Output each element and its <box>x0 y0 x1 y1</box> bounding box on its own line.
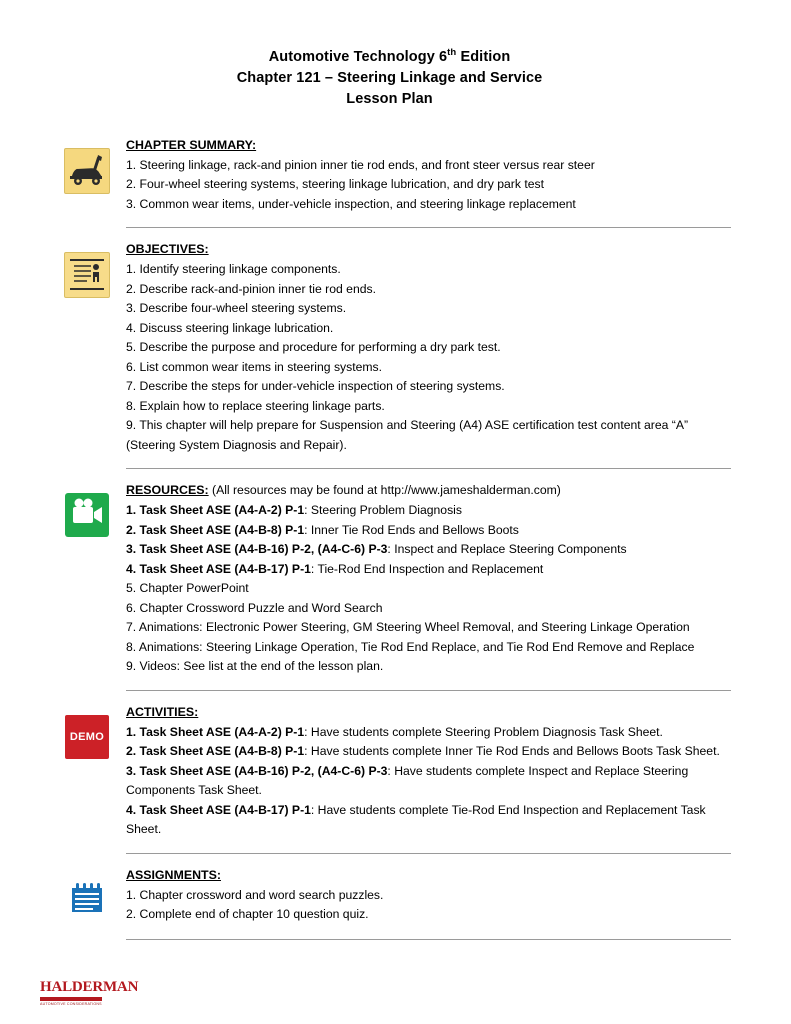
resources-heading-wrap <box>126 481 731 499</box>
halderman-logo <box>40 979 139 1006</box>
icon-column <box>48 703 126 759</box>
activities-item-bold: 4. Task Sheet ASE (A4-B-17) P-1 <box>126 802 311 817</box>
activities-item <box>126 801 731 821</box>
assignments-heading: ASSIGNMENTS: <box>126 867 221 882</box>
resources-item <box>126 579 731 599</box>
activities-item-bold: 1. Task Sheet ASE (A4-A-2) P-1 <box>126 724 305 739</box>
assignments-heading-wrap <box>126 866 731 884</box>
section-divider <box>126 853 731 854</box>
activities-item-rest: : Have students complete Inspect and Replace Steering <box>387 763 689 778</box>
objectives-heading-wrap <box>126 240 731 258</box>
icon-column <box>48 136 126 194</box>
resources-heading: RESOURCES: <box>126 483 209 498</box>
objectives-item: 8. Explain how to replace steering linkage parts. <box>126 398 385 413</box>
section-divider <box>126 227 731 228</box>
logo-subtext: AUTOMOTIVE CONSIDERATIONS <box>40 1002 102 1006</box>
resources-item <box>126 540 731 560</box>
icon-column <box>48 866 126 922</box>
resources-item-rest: 9. Videos: See list at the end of the lesson plan. <box>126 659 384 674</box>
assignments-item: 1. Chapter crossword and word search puzzles. <box>126 887 384 902</box>
chapter-summary-heading: CHAPTER SUMMARY: <box>126 137 257 152</box>
section-divider <box>126 690 731 691</box>
resources-item <box>126 560 731 580</box>
section-divider <box>126 939 731 940</box>
chapter-summary-item: 1. Steering linkage, rack-and pinion inner tie rod ends, and front steer versus rear steer <box>126 157 595 172</box>
logo-bar <box>40 997 102 1001</box>
chapter-summary-item: 3. Common wear items, under-vehicle inspection, and steering linkage replacement <box>126 196 576 211</box>
notepad-icon <box>65 878 109 922</box>
activities-item <box>126 820 731 840</box>
demo-icon-label: DEMO <box>69 730 105 743</box>
resources-item-rest: 7. Animations: Electronic Power Steering, GM Steering Wheel Removal, and Steering Linkage Operation <box>126 620 690 635</box>
objectives-item: (Steering System Diagnosis and Repair). <box>126 437 347 452</box>
resources-item <box>126 521 731 541</box>
resources-item <box>126 638 731 658</box>
section-content <box>126 703 731 840</box>
objectives-item: 4. Discuss steering linkage lubrication. <box>126 320 334 335</box>
resources-item-rest: : Steering Problem Diagnosis <box>304 503 462 518</box>
objectives-item: 9. This chapter will help prepare for Suspension and Steering (A4) ASE certification test content area “A” <box>126 418 689 433</box>
assignments-item: 2. Complete end of chapter 10 question quiz. <box>126 907 369 922</box>
title-line-3: Lesson Plan <box>346 90 433 107</box>
section-content <box>126 481 731 677</box>
title-line-1-post: Edition <box>456 48 511 65</box>
resources-item-rest: 6. Chapter Crossword Puzzle and Word Search <box>126 600 383 615</box>
icon-column <box>48 240 126 298</box>
section-content <box>126 240 731 455</box>
title-ordinal-suffix: th <box>447 47 457 58</box>
resources-heading-extra: (All resources may be found at http://www.jameshalderman.com) <box>208 483 561 498</box>
demo-icon <box>65 715 109 759</box>
objectives-item: 6. List common wear items in steering systems. <box>126 359 383 374</box>
objectives-item: 7. Describe the steps for under-vehicle inspection of steering systems. <box>126 379 505 394</box>
page-title <box>48 42 731 110</box>
objectives-heading: OBJECTIVES: <box>126 242 209 257</box>
resources-item-rest: 8. Animations: Steering Linkage Operation, Tie Rod End Replace, and Tie Rod End Remove and Replace <box>126 639 695 654</box>
resources-item-rest: : Inner Tie Rod Ends and Bellows Boots <box>304 522 519 537</box>
logo-text: HALDERMAN <box>40 979 139 995</box>
objectives-item: 2. Describe rack-and-pinion inner tie rod ends. <box>126 281 376 296</box>
car-lift-icon <box>64 148 110 194</box>
activities-item-rest: : Have students complete Inner Tie Rod Ends and Bellows Boots Task Sheet. <box>304 744 720 759</box>
checklist-person-icon <box>64 252 110 298</box>
section-assignments <box>48 866 731 925</box>
resources-item-bold: 2. Task Sheet ASE (A4-B-8) P-1 <box>126 522 305 537</box>
activities-item <box>126 781 731 801</box>
resources-item-rest: 5. Chapter PowerPoint <box>126 581 249 596</box>
title-line-1 <box>48 42 731 68</box>
title-line-2: Chapter 121 – Steering Linkage and Service <box>236 69 543 86</box>
objectives-item: 3. Describe four-wheel steering systems. <box>126 301 347 316</box>
section-chapter-summary <box>48 136 731 215</box>
resources-item-bold: 3. Task Sheet ASE (A4-B-16) P-2, (A4-C-6) P-3 <box>126 542 388 557</box>
resources-item <box>126 618 731 638</box>
resources-item-rest: : Inspect and Replace Steering Components <box>387 542 627 557</box>
resources-item <box>126 657 731 677</box>
icon-column <box>48 481 126 537</box>
projector-icon <box>65 493 109 537</box>
resources-item-bold: 4. Task Sheet ASE (A4-B-17) P-1 <box>126 561 311 576</box>
section-activities <box>48 703 731 840</box>
activities-item-bold: 3. Task Sheet ASE (A4-B-16) P-2, (A4-C-6) P-3 <box>126 763 388 778</box>
section-content <box>126 136 731 215</box>
resources-item-bold: 1. Task Sheet ASE (A4-A-2) P-1 <box>126 503 305 518</box>
chapter-summary-heading-wrap <box>126 136 731 154</box>
objectives-item: 1. Identify steering linkage components. <box>126 262 341 277</box>
resources-item <box>126 599 731 619</box>
title-line-1-pre: Automotive Technology 6 <box>268 48 448 65</box>
activities-item-bold: 2. Task Sheet ASE (A4-B-8) P-1 <box>126 744 305 759</box>
activities-item-rest: : Have students complete Tie-Rod End Inspection and Replacement Task <box>310 802 706 817</box>
activities-item <box>126 723 731 743</box>
objectives-item: 5. Describe the purpose and procedure for performing a dry park test. <box>126 340 501 355</box>
activities-item <box>126 742 731 762</box>
section-content <box>126 866 731 925</box>
activities-heading: ACTIVITIES: <box>126 704 199 719</box>
resources-item-rest: : Tie-Rod End Inspection and Replacement <box>310 561 544 576</box>
activities-heading-wrap <box>126 703 731 721</box>
section-resources <box>48 481 731 677</box>
activities-item-rest: : Have students complete Steering Problem Diagnosis Task Sheet. <box>304 724 663 739</box>
section-divider <box>126 468 731 469</box>
resources-item <box>126 501 731 521</box>
activities-item-rest: Components Task Sheet. <box>126 783 262 798</box>
activities-item-rest: Sheet. <box>126 822 162 837</box>
section-objectives <box>48 240 731 455</box>
chapter-summary-item: 2. Four-wheel steering systems, steering linkage lubrication, and dry park test <box>126 177 544 192</box>
activities-item <box>126 762 731 782</box>
